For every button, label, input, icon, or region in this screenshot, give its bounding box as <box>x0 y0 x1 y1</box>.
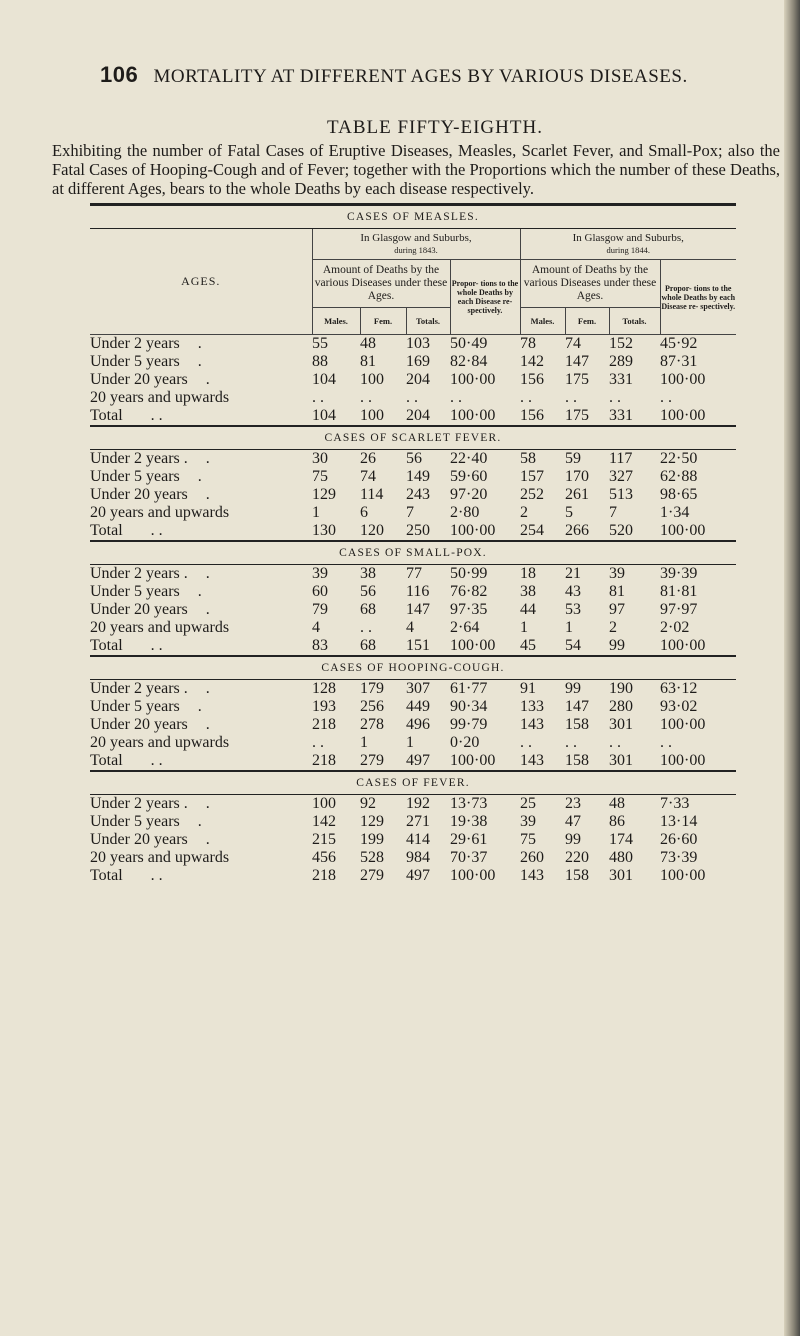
mortality-table <box>90 206 736 885</box>
table-cell: 147 <box>565 698 589 715</box>
table-cell: 60 <box>312 583 328 600</box>
age-label: Under 20 years . <box>90 371 210 388</box>
total-label: Total . . <box>90 522 163 539</box>
table-row <box>90 813 736 831</box>
table-row <box>90 583 736 601</box>
running-header <box>100 62 780 88</box>
total-cell: 83 <box>312 637 328 654</box>
table-cell: 1 <box>565 619 573 636</box>
table-cell: 301 <box>609 716 633 733</box>
total-cell: 520 <box>609 522 633 539</box>
table-cell: 18 <box>520 565 536 582</box>
table-cell: 76·82 <box>450 583 488 600</box>
table-cell: 2·64 <box>450 619 480 636</box>
table-cell: 170 <box>565 468 589 485</box>
total-cell: 158 <box>565 752 589 769</box>
total-row <box>90 867 736 885</box>
table-cell: 2·80 <box>450 504 480 521</box>
total-label: Total . . <box>90 752 163 769</box>
table-cell: 74 <box>360 468 376 485</box>
section-title-row <box>90 541 736 565</box>
section-title: CASES OF MEASLES. <box>90 206 736 229</box>
table-row <box>90 601 736 619</box>
table-cell: 496 <box>406 716 430 733</box>
section-title: CASES OF SMALL-POX. <box>90 541 736 565</box>
table-cell: 128 <box>312 680 336 697</box>
total-cell: 100·00 <box>450 407 496 424</box>
total-cell: 100·00 <box>450 637 496 654</box>
table-cell: 81·81 <box>660 583 698 600</box>
mortality-table-frame <box>90 203 736 885</box>
table-cell: 87·31 <box>660 353 698 370</box>
table-cell: 55 <box>312 335 328 352</box>
table-cell: . . <box>312 389 324 406</box>
table-cell: 147 <box>406 601 430 618</box>
table-cell: 78 <box>520 335 536 352</box>
total-cell: 218 <box>312 867 336 884</box>
total-cell: 100·00 <box>660 637 706 654</box>
table-cell: 158 <box>565 716 589 733</box>
age-label: 20 years and upwards <box>90 389 230 406</box>
total-cell: 100·00 <box>660 407 706 424</box>
table-row <box>90 698 736 716</box>
table-cell: 192 <box>406 795 430 812</box>
total-cell: 100 <box>360 407 384 424</box>
total-cell: 266 <box>565 522 589 539</box>
table-cell: . . <box>609 734 621 751</box>
age-label: 20 years and upwards <box>90 849 230 866</box>
total-cell: 120 <box>360 522 384 539</box>
total-label: Total . . <box>90 867 163 884</box>
table-cell: 1·34 <box>660 504 690 521</box>
table-cell: 289 <box>609 353 633 370</box>
table-cell: 23 <box>565 795 581 812</box>
table-cell: 22·40 <box>450 450 488 467</box>
total-cell: 68 <box>360 637 376 654</box>
table-cell: 63·12 <box>660 680 698 697</box>
table-cell: 327 <box>609 468 633 485</box>
age-label: Under 2 years . . <box>90 795 210 812</box>
period-1843-header: In Glasgow and Suburbs, during 1843. <box>312 229 520 260</box>
table-cell: . . <box>312 734 324 751</box>
table-cell: 25 <box>520 795 536 812</box>
period-1844-header: In Glasgow and Suburbs, during 1844. <box>520 229 736 260</box>
age-label: Under 2 years . <box>90 335 202 352</box>
table-cell: 100 <box>312 795 336 812</box>
table-cell: 157 <box>520 468 544 485</box>
table-cell: 984 <box>406 849 430 866</box>
table-cell: 56 <box>406 450 422 467</box>
table-cell: 2·02 <box>660 619 690 636</box>
table-row <box>90 389 736 407</box>
table-cell: 114 <box>360 486 384 503</box>
table-cell: 4 <box>312 619 320 636</box>
table-cell: 307 <box>406 680 430 697</box>
table-cell: 59·60 <box>450 468 488 485</box>
table-cell: 156 <box>520 371 544 388</box>
table-cell: 99 <box>565 831 581 848</box>
table-cell: 252 <box>520 486 544 503</box>
total-cell: 497 <box>406 867 430 884</box>
table-cell: 133 <box>520 698 544 715</box>
males-header: Males. <box>312 308 360 335</box>
table-row <box>90 619 736 637</box>
age-label: Under 20 years . <box>90 601 210 618</box>
page-number: 106 <box>100 62 139 87</box>
total-cell: 100·00 <box>660 867 706 884</box>
table-cell: 513 <box>609 486 633 503</box>
table-cell: 280 <box>609 698 633 715</box>
fem-header: Fem. <box>565 308 609 335</box>
table-cell: 59 <box>565 450 581 467</box>
total-cell: 218 <box>312 752 336 769</box>
total-row <box>90 637 736 656</box>
table-row <box>90 680 736 699</box>
table-cell: 56 <box>360 583 376 600</box>
table-cell: 53 <box>565 601 581 618</box>
amount-header-1843: Amount of Deaths by the various Diseases under these Ages. <box>312 260 450 308</box>
table-cell: . . <box>660 734 672 751</box>
total-cell: 130 <box>312 522 336 539</box>
table-cell: 97·97 <box>660 601 698 618</box>
table-cell: 256 <box>360 698 384 715</box>
table-cell: 0·20 <box>450 734 480 751</box>
table-row <box>90 734 736 752</box>
table-cell: 220 <box>565 849 589 866</box>
table-cell: 48 <box>360 335 376 352</box>
table-cell: 26·60 <box>660 831 698 848</box>
table-cell: 81 <box>609 583 625 600</box>
table-cell: 13·14 <box>660 813 698 830</box>
table-cell: 1 <box>360 734 368 751</box>
table-row <box>90 831 736 849</box>
table-cell: . . <box>520 389 532 406</box>
total-cell: 99 <box>609 637 625 654</box>
table-cell: 38 <box>360 565 376 582</box>
table-cell: 13·73 <box>450 795 488 812</box>
age-label: Under 20 years . <box>90 716 210 733</box>
age-label: Under 5 years . <box>90 583 202 600</box>
table-cell: 21 <box>565 565 581 582</box>
table-cell: 116 <box>406 583 430 600</box>
table-cell: 100·00 <box>660 716 706 733</box>
table-cell: 91 <box>520 680 536 697</box>
total-cell: 175 <box>565 407 589 424</box>
total-cell: 100·00 <box>450 752 496 769</box>
table-cell: 215 <box>312 831 336 848</box>
section-title-row <box>90 206 736 229</box>
age-label: 20 years and upwards <box>90 619 230 636</box>
table-cell: 1 <box>520 619 528 636</box>
table-cell: 62·88 <box>660 468 698 485</box>
table-cell: 142 <box>520 353 544 370</box>
table-cell: 77 <box>406 565 422 582</box>
table-cell: 2 <box>609 619 617 636</box>
males-header: Males. <box>520 308 565 335</box>
table-cell: 88 <box>312 353 328 370</box>
table-cell: 92 <box>360 795 376 812</box>
table-cell: . . <box>520 734 532 751</box>
table-cell: 261 <box>565 486 589 503</box>
table-caption: Exhibiting the number of Fatal Cases of Eruptive Diseases, Measles, Scarlet Fever, and Small-Pox; also the Fatal Cases of Hooping-Cough and of Fever; together with the Proportions which the number of these Deaths, at different Ages, bears to the whole Deaths by each disease respectively. <box>52 141 780 198</box>
total-cell: 100·00 <box>660 522 706 539</box>
table-cell: 260 <box>520 849 544 866</box>
table-cell: . . <box>360 389 372 406</box>
age-label: Under 20 years . <box>90 486 210 503</box>
age-label: Under 5 years . <box>90 813 202 830</box>
table-cell: 142 <box>312 813 336 830</box>
table-cell: 39·39 <box>660 565 698 582</box>
total-row <box>90 752 736 771</box>
totals-header: Totals. <box>406 308 450 335</box>
table-cell: 190 <box>609 680 633 697</box>
age-label: Under 5 years . <box>90 468 202 485</box>
totals-header: Totals. <box>609 308 660 335</box>
table-cell: 414 <box>406 831 430 848</box>
total-cell: 143 <box>520 752 544 769</box>
table-row <box>90 849 736 867</box>
age-label: Under 20 years . <box>90 831 210 848</box>
table-cell: 97·35 <box>450 601 488 618</box>
table-cell: 19·38 <box>450 813 488 830</box>
table-cell: 39 <box>609 565 625 582</box>
table-cell: 81 <box>360 353 376 370</box>
table-row <box>90 795 736 814</box>
table-row <box>90 468 736 486</box>
table-cell: 199 <box>360 831 384 848</box>
table-cell: 100 <box>360 371 384 388</box>
table-cell: 30 <box>312 450 328 467</box>
table-cell: . . <box>360 619 372 636</box>
total-row <box>90 407 736 426</box>
table-cell: 99 <box>565 680 581 697</box>
amount-header-1844: Amount of Deaths by the various Diseases under these Ages. <box>520 260 660 308</box>
total-cell: 279 <box>360 752 384 769</box>
table-cell: 271 <box>406 813 430 830</box>
page-edge <box>784 0 800 1336</box>
total-label: Total . . <box>90 407 163 424</box>
table-cell: 143 <box>520 716 544 733</box>
table-cell: 243 <box>406 486 430 503</box>
total-cell: 143 <box>520 867 544 884</box>
table-cell: . . <box>565 734 577 751</box>
total-cell: 250 <box>406 522 430 539</box>
table-cell: . . <box>609 389 621 406</box>
table-cell: 456 <box>312 849 336 866</box>
table-cell: 43 <box>565 583 581 600</box>
table-row <box>90 716 736 734</box>
table-cell: 68 <box>360 601 376 618</box>
table-cell: 38 <box>520 583 536 600</box>
table-cell: 129 <box>312 486 336 503</box>
table-cell: 100·00 <box>660 371 706 388</box>
table-cell: 39 <box>520 813 536 830</box>
section-title: CASES OF SCARLET FEVER. <box>90 426 736 450</box>
table-cell: 449 <box>406 698 430 715</box>
total-cell: 54 <box>565 637 581 654</box>
table-cell: 193 <box>312 698 336 715</box>
table-row <box>90 450 736 469</box>
table-row <box>90 371 736 389</box>
running-title: MORTALITY AT DIFFERENT AGES BY VARIOUS DISEASES. <box>153 66 688 87</box>
total-cell: 45 <box>520 637 536 654</box>
table-cell: 98·65 <box>660 486 698 503</box>
table-cell: 90·34 <box>450 698 488 715</box>
table-cell: 86 <box>609 813 625 830</box>
table-cell: . . <box>660 389 672 406</box>
table-cell: 331 <box>609 371 633 388</box>
table-cell: 1 <box>312 504 320 521</box>
total-cell: 100·00 <box>450 867 496 884</box>
total-cell: 497 <box>406 752 430 769</box>
table-cell: 480 <box>609 849 633 866</box>
table-row <box>90 486 736 504</box>
proportions-header-1844: Propor- tions to the whole Deaths by each Disease re- spectively. <box>660 260 736 335</box>
fem-header: Fem. <box>360 308 406 335</box>
table-cell: 44 <box>520 601 536 618</box>
table-cell: 70·37 <box>450 849 488 866</box>
age-label: Under 2 years . . <box>90 565 210 582</box>
total-cell: 158 <box>565 867 589 884</box>
table-cell: 528 <box>360 849 384 866</box>
total-cell: 100·00 <box>450 522 496 539</box>
age-label: 20 years and upwards <box>90 734 230 751</box>
table-row <box>90 504 736 522</box>
table-cell: 93·02 <box>660 698 698 715</box>
total-cell: 301 <box>609 752 633 769</box>
total-cell: 279 <box>360 867 384 884</box>
table-cell: 75 <box>312 468 328 485</box>
section-title-row <box>90 771 736 795</box>
table-cell: 82·84 <box>450 353 488 370</box>
total-cell: 254 <box>520 522 544 539</box>
section-title-row <box>90 656 736 680</box>
total-cell: 104 <box>312 407 336 424</box>
table-cell: 218 <box>312 716 336 733</box>
table-cell: 6 <box>360 504 368 521</box>
table-cell: 39 <box>312 565 328 582</box>
table-cell: 204 <box>406 371 430 388</box>
table-cell: 104 <box>312 371 336 388</box>
table-cell: . . <box>565 389 577 406</box>
table-cell: 61·77 <box>450 680 488 697</box>
age-label: 20 years and upwards <box>90 504 230 521</box>
total-cell: 331 <box>609 407 633 424</box>
age-label: Under 2 years . . <box>90 450 210 467</box>
table-cell: 97·20 <box>450 486 488 503</box>
table-cell: 73·39 <box>660 849 698 866</box>
age-label: Under 2 years . . <box>90 680 210 697</box>
table-cell: 117 <box>609 450 633 467</box>
table-cell: 22·50 <box>660 450 698 467</box>
table-cell: 278 <box>360 716 384 733</box>
table-cell: 4 <box>406 619 414 636</box>
total-label: Total . . <box>90 637 163 654</box>
age-label: Under 5 years . <box>90 353 202 370</box>
column-header-row <box>90 229 736 260</box>
section-title-row <box>90 426 736 450</box>
table-cell: 5 <box>565 504 573 521</box>
table-cell: 103 <box>406 335 430 352</box>
table-row <box>90 335 736 354</box>
table-cell: 179 <box>360 680 384 697</box>
table-row <box>90 565 736 584</box>
table-cell: 79 <box>312 601 328 618</box>
section-title: CASES OF FEVER. <box>90 771 736 795</box>
table-cell: 97 <box>609 601 625 618</box>
table-cell: 7·33 <box>660 795 690 812</box>
table-cell: 147 <box>565 353 589 370</box>
table-cell: 169 <box>406 353 430 370</box>
table-cell: . . <box>450 389 462 406</box>
ages-header: AGES. <box>90 229 312 335</box>
total-cell: 156 <box>520 407 544 424</box>
proportions-header-1843: Propor- tions to the whole Deaths by each Disease re- spectively. <box>450 260 520 335</box>
table-title: TABLE FIFTY-EIGHTH. <box>327 117 543 138</box>
table-cell: 50·99 <box>450 565 488 582</box>
table-cell: 26 <box>360 450 376 467</box>
table-cell: 58 <box>520 450 536 467</box>
table-cell: 50·49 <box>450 335 488 352</box>
table-cell: 129 <box>360 813 384 830</box>
total-cell: 100·00 <box>660 752 706 769</box>
total-cell: 301 <box>609 867 633 884</box>
table-cell: 45·92 <box>660 335 698 352</box>
table-cell: 7 <box>406 504 414 521</box>
table-cell: 47 <box>565 813 581 830</box>
section-title: CASES OF HOOPING-COUGH. <box>90 656 736 680</box>
table-row <box>90 353 736 371</box>
total-cell: 151 <box>406 637 430 654</box>
table-cell: . . <box>406 389 418 406</box>
table-cell: 100·00 <box>450 371 496 388</box>
table-cell: 149 <box>406 468 430 485</box>
table-cell: 175 <box>565 371 589 388</box>
table-cell: 29·61 <box>450 831 488 848</box>
table-cell: 1 <box>406 734 414 751</box>
table-cell: 75 <box>520 831 536 848</box>
table-cell: 174 <box>609 831 633 848</box>
table-cell: 2 <box>520 504 528 521</box>
table-cell: 74 <box>565 335 581 352</box>
table-cell: 48 <box>609 795 625 812</box>
table-cell: 7 <box>609 504 617 521</box>
total-cell: 204 <box>406 407 430 424</box>
total-row <box>90 522 736 541</box>
table-cell: 99·79 <box>450 716 488 733</box>
age-label: Under 5 years . <box>90 698 202 715</box>
table-cell: 152 <box>609 335 633 352</box>
